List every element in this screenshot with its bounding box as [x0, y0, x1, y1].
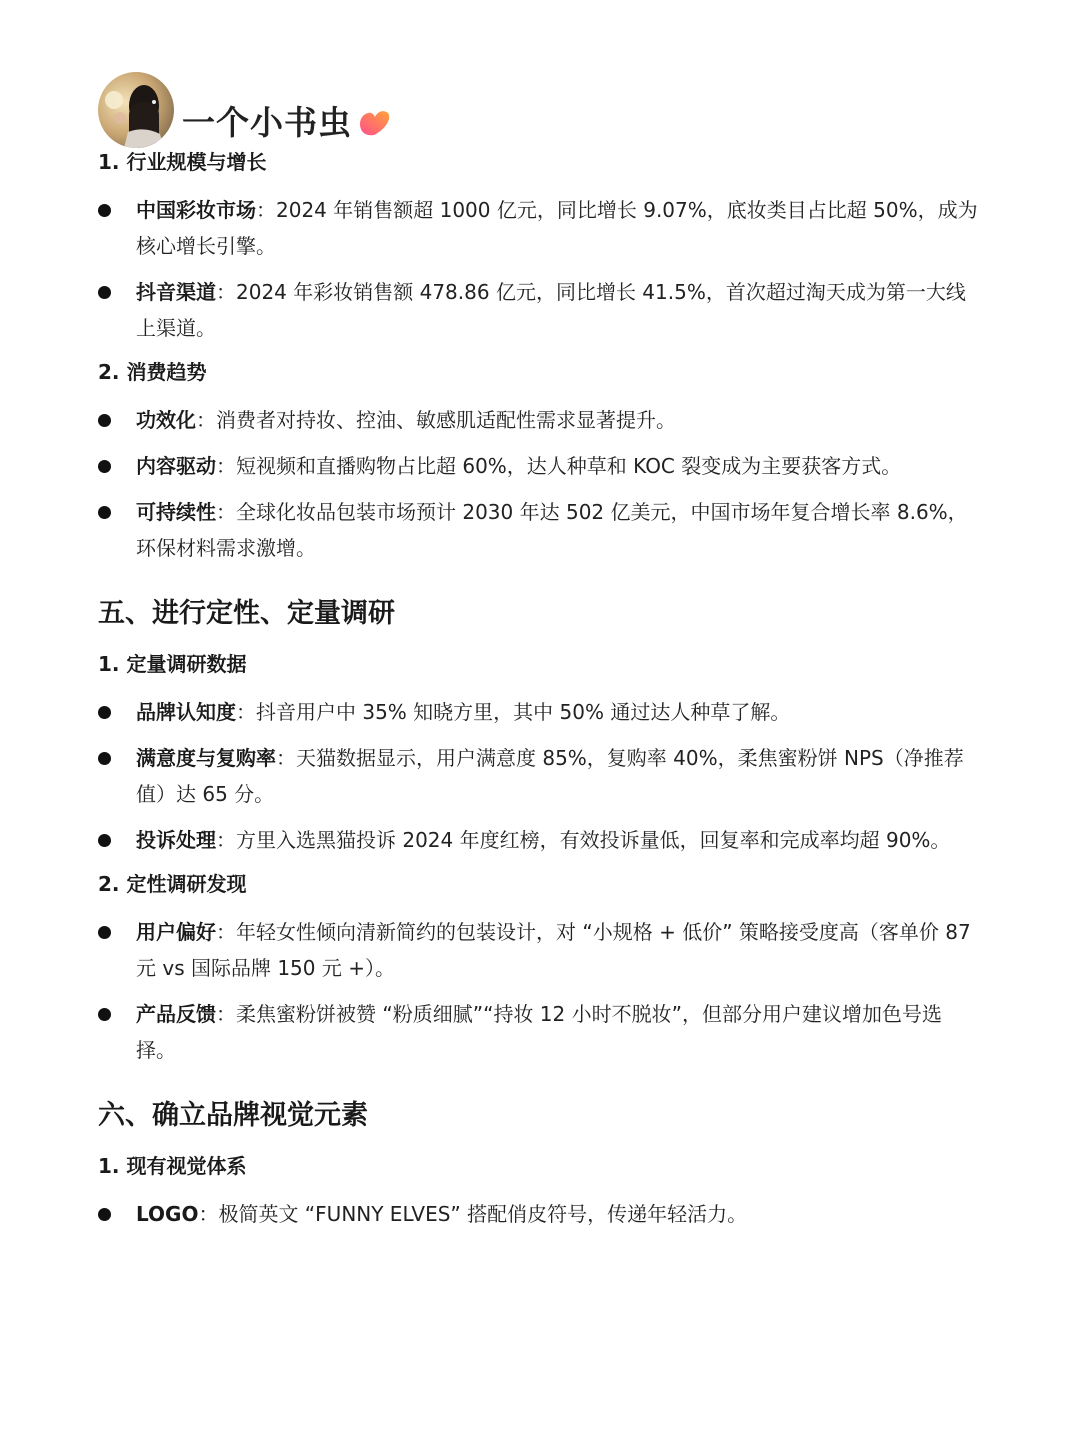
item-text: ：年轻女性倾向清新简约的包装设计，对 “小规格 + 低价” 策略接受度高（客单价 87 元 vs 国际品牌 150 元 +）。 — [136, 920, 971, 980]
list-item — [98, 494, 978, 566]
list-item — [98, 448, 978, 484]
bullet-icon — [98, 706, 111, 719]
item-label: LOGO — [136, 1202, 199, 1226]
bullet-icon — [98, 752, 111, 765]
bullet-icon — [98, 286, 111, 299]
item-label: 产品反馈 — [136, 1002, 216, 1026]
item-text: ：柔焦蜜粉饼被赞 “粉质细腻”“持妆 12 小时不脱妆”，但部分用户建议增加色号选择。 — [136, 1002, 942, 1062]
bullet-icon — [98, 1008, 111, 1021]
item-text: ：抖音用户中 35% 知晓方里，其中 50% 通过达人种草了解。 — [236, 700, 791, 724]
subsection-heading: 1. 行业规模与增长 — [98, 150, 267, 174]
bullet-icon — [98, 834, 111, 847]
item-label: 投诉处理 — [136, 828, 216, 852]
document-body — [98, 146, 978, 1232]
item-text: ：消费者对持妆、控油、敏感肌适配性需求显著提升。 — [196, 408, 676, 432]
list-item — [98, 402, 978, 438]
list-item — [98, 740, 978, 812]
item-text: ：方里入选黑猫投诉 2024 年度红榜，有效投诉量低，回复率和完成率均超 90%。 — [216, 828, 951, 852]
author-name-row — [182, 97, 392, 144]
bullet-icon — [98, 926, 111, 939]
list-item — [98, 996, 978, 1068]
avatar[interactable] — [98, 72, 174, 148]
item-label: 可持续性 — [136, 500, 216, 524]
list-item — [98, 822, 978, 858]
bullet-icon — [98, 1208, 111, 1221]
item-text: ：极简英文 “FUNNY ELVES” 搭配俏皮符号，传递年轻活力。 — [198, 1202, 748, 1226]
bullet-icon — [98, 204, 111, 217]
subsection-heading: 1. 定量调研数据 — [98, 652, 247, 676]
list-item — [98, 192, 978, 264]
item-label: 用户偏好 — [136, 920, 216, 944]
item-label: 品牌认知度 — [136, 700, 236, 724]
item-text: ：2024 年销售额超 1000 亿元，同比增长 9.07%，底妆类目占比超 50%，成为核心增长引擎。 — [136, 198, 978, 258]
subsection-heading: 1. 现有视觉体系 — [98, 1154, 247, 1178]
bullet-icon — [98, 460, 111, 473]
item-label: 抖音渠道 — [136, 280, 216, 304]
subsection-heading: 2. 消费趋势 — [98, 360, 207, 384]
list-item — [98, 1196, 978, 1232]
item-label: 中国彩妆市场 — [136, 198, 256, 222]
author-header — [98, 68, 392, 148]
item-text: ：短视频和直播购物占比超 60%，达人种草和 KOC 裂变成为主要获客方式。 — [216, 454, 902, 478]
list-item — [98, 694, 978, 730]
list-item — [98, 274, 978, 346]
section-title: 五、进行定性、定量调研 — [98, 598, 395, 629]
item-label: 满意度与复购率 — [136, 746, 276, 770]
pink-orange-heart-icon — [356, 106, 392, 136]
item-text: ：2024 年彩妆销售额 478.86 亿元，同比增长 41.5%，首次超过淘天成为第一大线上渠道。 — [136, 280, 966, 340]
bullet-icon — [98, 506, 111, 519]
author-name[interactable]: 一个小书虫 — [182, 103, 352, 142]
item-label: 功效化 — [136, 408, 196, 432]
bullet-icon — [98, 414, 111, 427]
list-item — [98, 914, 978, 986]
item-label: 内容驱动 — [136, 454, 216, 478]
item-text: ：全球化妆品包装市场预计 2030 年达 502 亿美元，中国市场年复合增长率 8.6%，环保材料需求激增。 — [136, 500, 968, 560]
item-text: ：天猫数据显示，用户满意度 85%，复购率 40%，柔焦蜜粉饼 NPS（净推荐值）达 65 分。 — [136, 746, 964, 806]
section-title: 六、确立品牌视觉元素 — [98, 1100, 368, 1131]
subsection-heading: 2. 定性调研发现 — [98, 872, 247, 896]
